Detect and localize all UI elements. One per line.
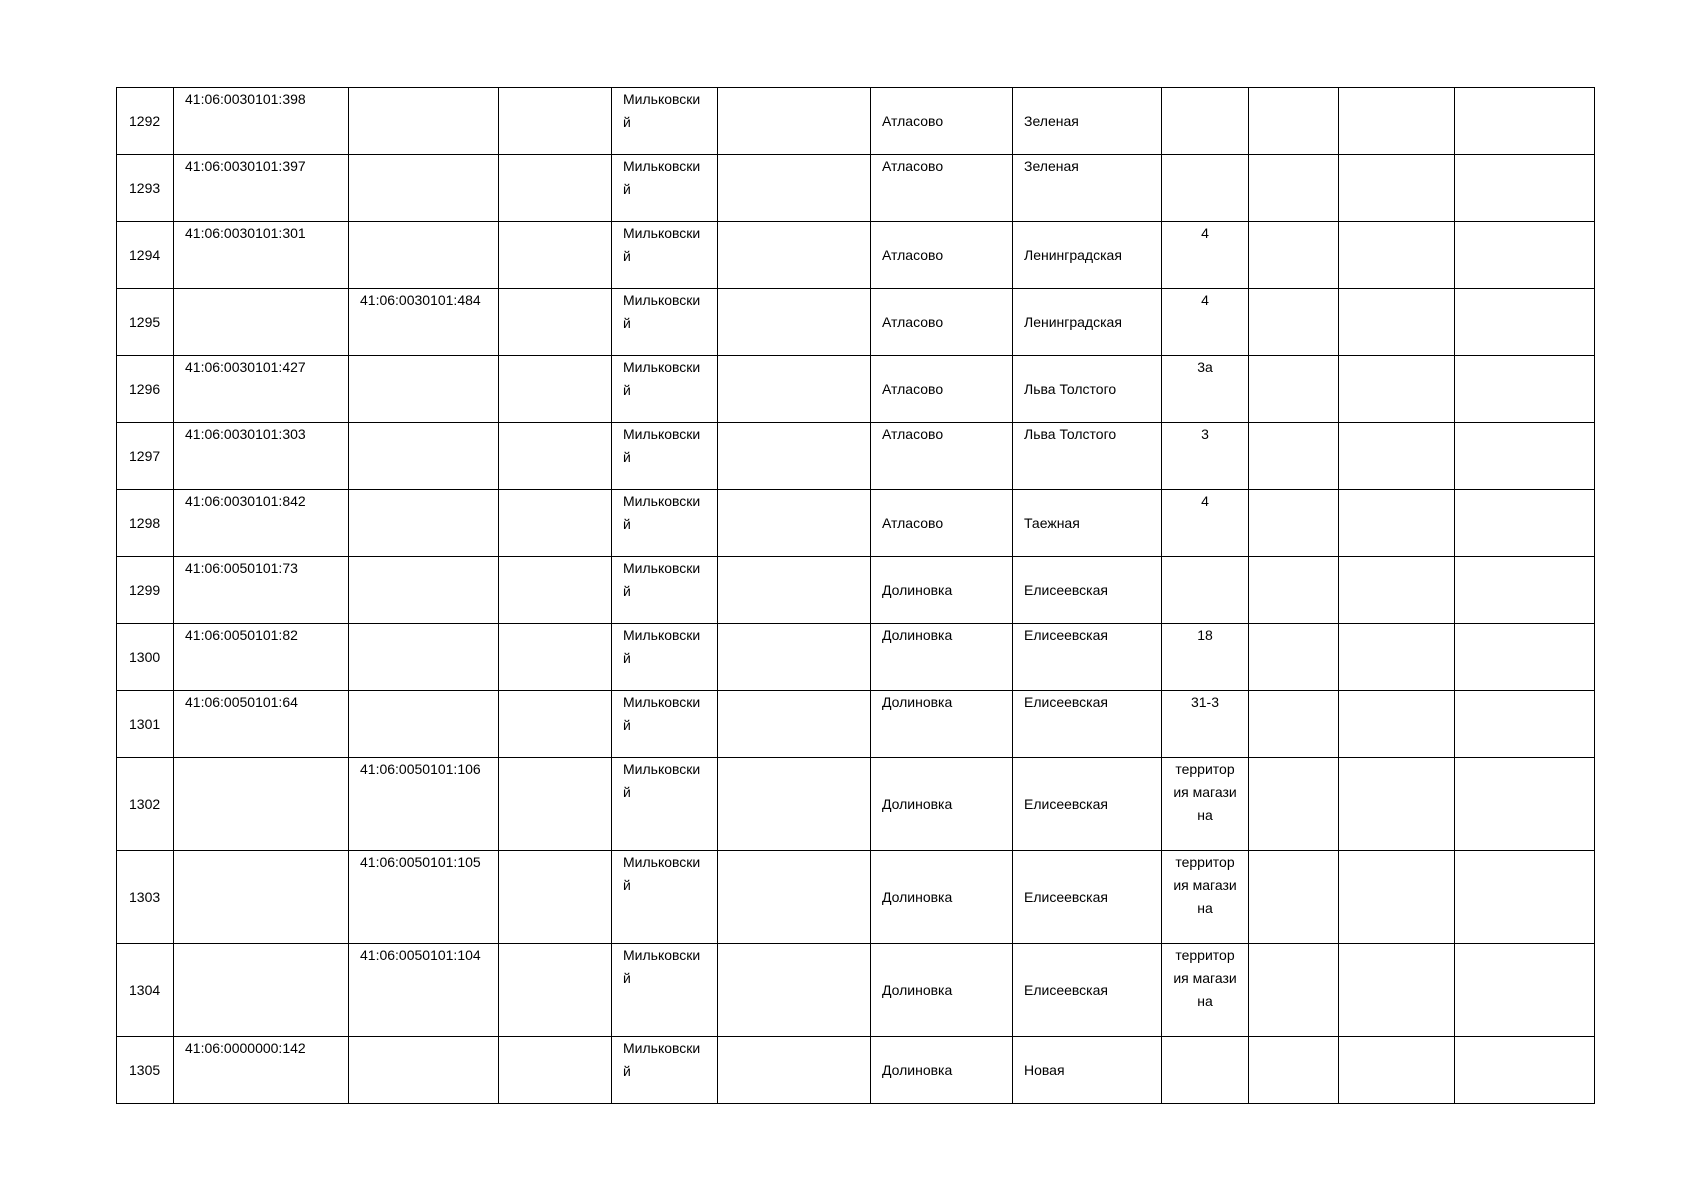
empty-cell [499,557,612,624]
table-row [117,1037,1595,1104]
cadastral-number-alt-cell [349,1037,499,1104]
settlement-cell: Долиновка [871,691,1013,758]
empty-cell [1249,1037,1339,1104]
cadastral-number-cell [174,851,349,944]
cadastral-number-alt-cell [349,691,499,758]
table-row [117,356,1595,423]
empty-cell [1339,490,1455,557]
empty-cell [1339,289,1455,356]
house-number-cell: 4 [1162,490,1249,557]
district-cell: Мильковский [612,944,718,1037]
cadastral-number-cell [174,944,349,1037]
empty-cell [1455,851,1595,944]
row-number-cell: 1303 [117,851,174,944]
empty-cell [718,88,871,155]
district-cell: Мильковский [612,289,718,356]
house-number-cell: 18 [1162,624,1249,691]
empty-cell [1249,691,1339,758]
district-cell: Мильковский [612,691,718,758]
street-cell: Новая [1013,1037,1162,1104]
settlement-cell: Долиновка [871,1037,1013,1104]
house-number-cell: 3 [1162,423,1249,490]
cadastral-number-cell: 41:06:0030101:427 [174,356,349,423]
row-number-cell: 1293 [117,155,174,222]
district-cell: Мильковский [612,490,718,557]
empty-cell [499,222,612,289]
row-number-cell: 1296 [117,356,174,423]
row-number-cell: 1302 [117,758,174,851]
settlement-cell: Атласово [871,423,1013,490]
street-cell: Таежная [1013,490,1162,557]
cadastral-number-cell: 41:06:0030101:398 [174,88,349,155]
district-cell: Мильковский [612,624,718,691]
row-number-cell: 1299 [117,557,174,624]
settlement-cell: Атласово [871,289,1013,356]
cadastral-number-alt-cell [349,155,499,222]
empty-cell [718,1037,871,1104]
cadastral-number-alt-cell [349,490,499,557]
empty-cell [1455,222,1595,289]
empty-cell [718,624,871,691]
empty-cell [1339,624,1455,691]
row-number-cell: 1300 [117,624,174,691]
empty-cell [1339,691,1455,758]
empty-cell [499,1037,612,1104]
table-row [117,222,1595,289]
row-number-cell: 1292 [117,88,174,155]
street-cell: Елисеевская [1013,851,1162,944]
street-cell: Льва Толстого [1013,356,1162,423]
empty-cell [1339,758,1455,851]
row-number-cell: 1305 [117,1037,174,1104]
empty-cell [718,356,871,423]
house-number-cell [1162,155,1249,222]
empty-cell [1249,758,1339,851]
house-number-cell: территория магазина [1162,851,1249,944]
house-number-cell: территория магазина [1162,944,1249,1037]
registry-table [116,87,1595,1104]
cadastral-number-cell: 41:06:0050101:82 [174,624,349,691]
empty-cell [1455,88,1595,155]
street-cell: Елисеевская [1013,691,1162,758]
street-cell: Елисеевская [1013,624,1162,691]
empty-cell [499,490,612,557]
cadastral-number-alt-cell [349,423,499,490]
cadastral-number-alt-cell: 41:06:0030101:484 [349,289,499,356]
empty-cell [499,88,612,155]
empty-cell [1339,1037,1455,1104]
cadastral-number-cell: 41:06:0000000:142 [174,1037,349,1104]
empty-cell [1339,222,1455,289]
empty-cell [718,851,871,944]
empty-cell [718,423,871,490]
empty-cell [718,691,871,758]
empty-cell [1455,1037,1595,1104]
empty-cell [1249,423,1339,490]
empty-cell [1339,423,1455,490]
settlement-cell: Атласово [871,490,1013,557]
cadastral-number-cell: 41:06:0030101:303 [174,423,349,490]
empty-cell [1249,289,1339,356]
district-cell: Мильковский [612,222,718,289]
street-cell: Елисеевская [1013,758,1162,851]
table-row [117,851,1595,944]
cadastral-number-cell: 41:06:0050101:73 [174,557,349,624]
row-number-cell: 1298 [117,490,174,557]
empty-cell [1339,155,1455,222]
cadastral-number-alt-cell: 41:06:0050101:106 [349,758,499,851]
district-cell: Мильковский [612,758,718,851]
empty-cell [1249,490,1339,557]
district-cell: Мильковский [612,557,718,624]
house-number-cell [1162,1037,1249,1104]
empty-cell [718,155,871,222]
district-cell: Мильковский [612,356,718,423]
district-cell: Мильковский [612,155,718,222]
house-number-cell: 31-3 [1162,691,1249,758]
street-cell: Ленинградская [1013,289,1162,356]
table-row [117,289,1595,356]
table-body [117,88,1595,1104]
empty-cell [1455,624,1595,691]
empty-cell [1455,758,1595,851]
empty-cell [1249,557,1339,624]
cadastral-number-alt-cell [349,88,499,155]
street-cell: Елисеевская [1013,557,1162,624]
empty-cell [1339,557,1455,624]
table-row [117,944,1595,1037]
empty-cell [499,289,612,356]
empty-cell [499,691,612,758]
house-number-cell [1162,88,1249,155]
table-row [117,691,1595,758]
empty-cell [499,944,612,1037]
row-number-cell: 1295 [117,289,174,356]
settlement-cell: Долиновка [871,944,1013,1037]
empty-cell [718,222,871,289]
district-cell: Мильковский [612,851,718,944]
cadastral-number-cell [174,289,349,356]
empty-cell [1339,88,1455,155]
settlement-cell: Атласово [871,222,1013,289]
cadastral-number-alt-cell: 41:06:0050101:104 [349,944,499,1037]
empty-cell [499,356,612,423]
table-row [117,155,1595,222]
table-row [117,557,1595,624]
cadastral-number-alt-cell [349,557,499,624]
district-cell: Мильковский [612,423,718,490]
empty-cell [1455,155,1595,222]
empty-cell [1455,557,1595,624]
table-row [117,624,1595,691]
row-number-cell: 1294 [117,222,174,289]
empty-cell [1249,944,1339,1037]
row-number-cell: 1297 [117,423,174,490]
empty-cell [718,944,871,1037]
empty-cell [1455,356,1595,423]
empty-cell [1249,851,1339,944]
empty-cell [1249,222,1339,289]
empty-cell [1249,624,1339,691]
empty-cell [1455,490,1595,557]
street-cell: Елисеевская [1013,944,1162,1037]
house-number-cell: 3а [1162,356,1249,423]
table-row [117,88,1595,155]
cadastral-number-alt-cell [349,624,499,691]
empty-cell [1339,356,1455,423]
house-number-cell: территория магазина [1162,758,1249,851]
empty-cell [1249,356,1339,423]
table-row [117,423,1595,490]
empty-cell [1455,691,1595,758]
cadastral-number-cell: 41:06:0030101:842 [174,490,349,557]
cadastral-number-cell: 41:06:0050101:64 [174,691,349,758]
street-cell: Ленинградская [1013,222,1162,289]
empty-cell [718,490,871,557]
settlement-cell: Долиновка [871,851,1013,944]
house-number-cell: 4 [1162,289,1249,356]
empty-cell [499,851,612,944]
empty-cell [1339,944,1455,1037]
empty-cell [499,758,612,851]
house-number-cell: 4 [1162,222,1249,289]
empty-cell [499,423,612,490]
district-cell: Мильковский [612,88,718,155]
row-number-cell: 1304 [117,944,174,1037]
settlement-cell: Атласово [871,88,1013,155]
empty-cell [499,155,612,222]
cadastral-number-alt-cell [349,222,499,289]
street-cell: Льва Толстого [1013,423,1162,490]
street-cell: Зеленая [1013,155,1162,222]
table-row [117,758,1595,851]
street-cell: Зеленая [1013,88,1162,155]
district-cell: Мильковский [612,1037,718,1104]
table-row [117,490,1595,557]
cadastral-number-cell [174,758,349,851]
empty-cell [718,758,871,851]
cadastral-number-alt-cell: 41:06:0050101:105 [349,851,499,944]
cadastral-number-cell: 41:06:0030101:301 [174,222,349,289]
settlement-cell: Атласово [871,356,1013,423]
cadastral-number-cell: 41:06:0030101:397 [174,155,349,222]
empty-cell [1339,851,1455,944]
empty-cell [718,289,871,356]
empty-cell [1249,88,1339,155]
cadastral-number-alt-cell [349,356,499,423]
empty-cell [499,624,612,691]
house-number-cell [1162,557,1249,624]
settlement-cell: Атласово [871,155,1013,222]
empty-cell [1455,289,1595,356]
settlement-cell: Долиновка [871,557,1013,624]
empty-cell [1249,155,1339,222]
settlement-cell: Долиновка [871,758,1013,851]
empty-cell [1455,423,1595,490]
empty-cell [1455,944,1595,1037]
row-number-cell: 1301 [117,691,174,758]
settlement-cell: Долиновка [871,624,1013,691]
empty-cell [718,557,871,624]
